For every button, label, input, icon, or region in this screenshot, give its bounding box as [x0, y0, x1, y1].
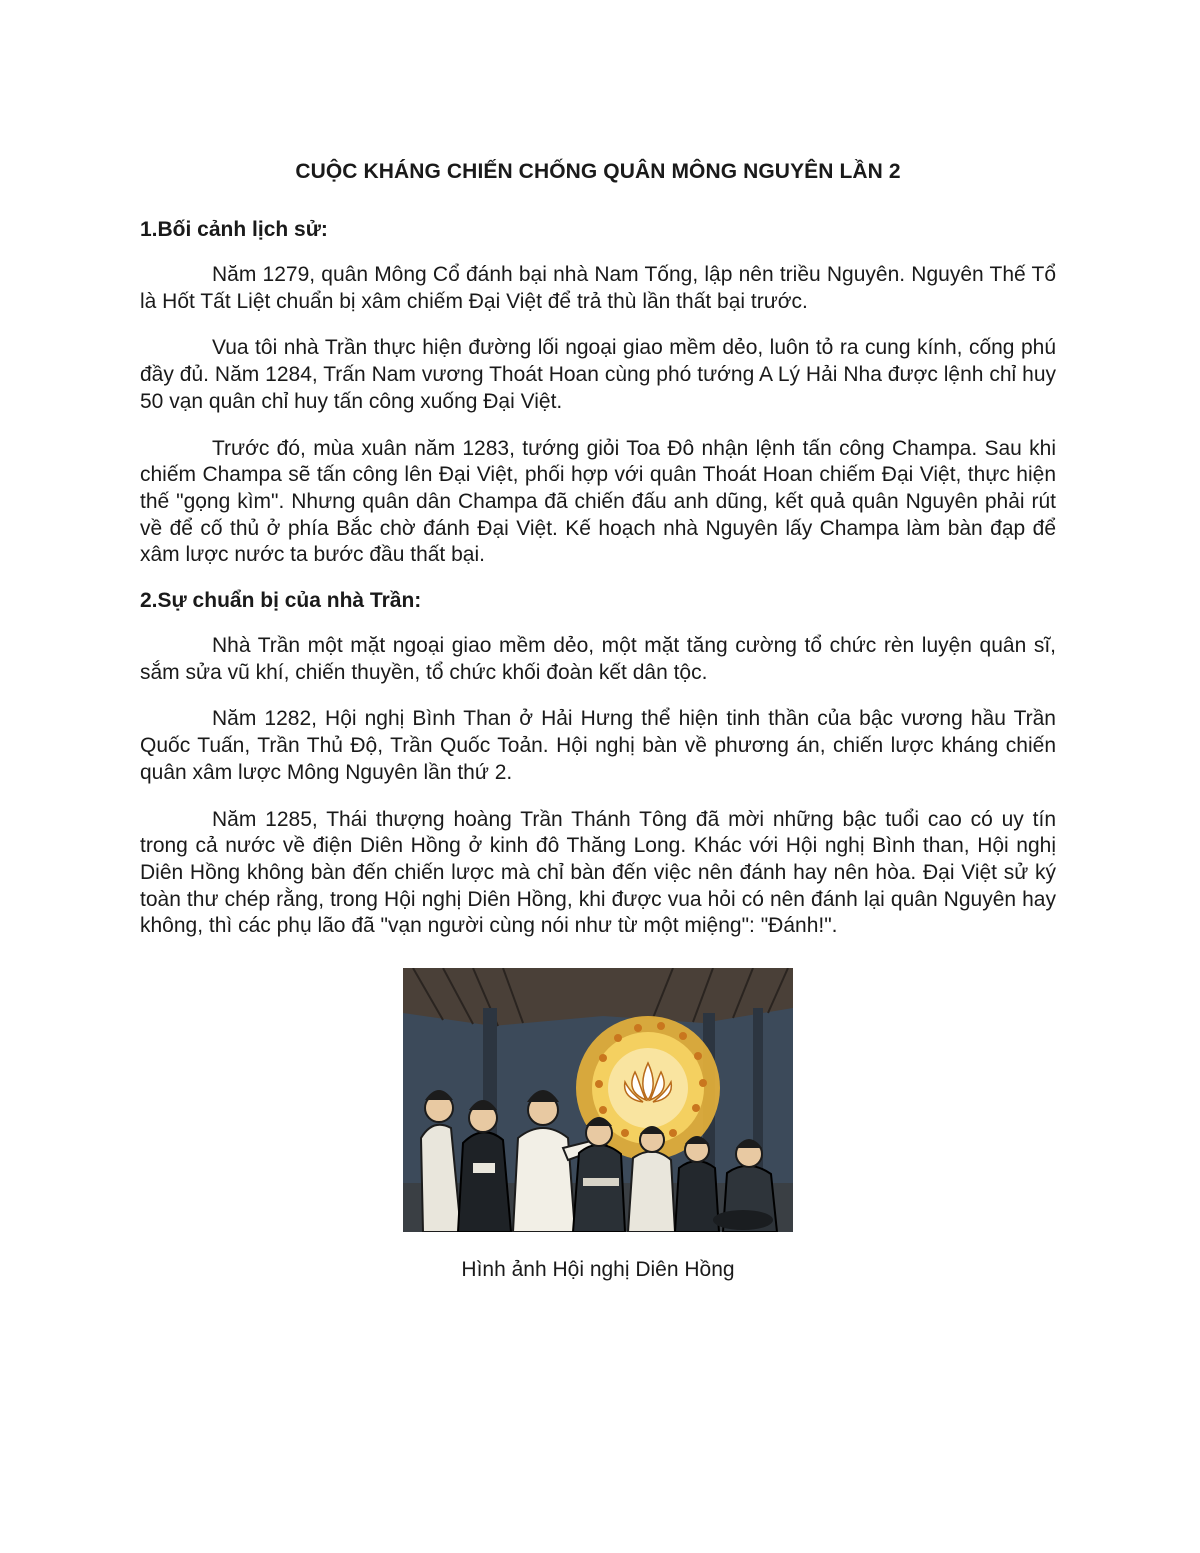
paragraph: Năm 1279, quân Mông Cổ đánh bại nhà Nam Tống, lập nên triều Nguyên. Nguyên Thế Tổ là Hốt Tất Liệt chuẩn bị xâm chiếm Đại Việt để trả thù lần thất bại trước. — [140, 263, 1056, 313]
document-page — [140, 160, 1056, 1282]
section-heading-context: 1.Bối cảnh lịch sử: — [140, 218, 328, 241]
paragraph: Năm 1282, Hội nghị Bình Than ở Hải Hưng thể hiện tinh thần của bậc vương hầu Trần Quốc Tuấn, Trần Thủ Độ, Trần Quốc Toản. Hội nghị bàn về phương án, chiến lược kháng chiến quân xâm lược Mông Nguyên lần thứ 2. — [140, 707, 1056, 784]
dien-hong-conference-illustration — [403, 968, 793, 1232]
figure-caption: Hình ảnh Hội nghị Diên Hồng — [461, 1258, 735, 1282]
document-title: CUỘC KHÁNG CHIẾN CHỐNG QUÂN MÔNG NGUYÊN LẦN 2 — [295, 160, 901, 183]
paragraph: Vua tôi nhà Trần thực hiện đường lối ngoại giao mềm dẻo, luôn tỏ ra cung kính, cống phú đầy đủ. Năm 1284, Trấn Nam vương Thoát Hoan cùng phó tướng A Lý Hải Nha được lệnh chỉ huy 50 vạn quân chỉ huy tấn công xuống Đại Việt. — [140, 336, 1056, 413]
paragraph: Trước đó, mùa xuân năm 1283, tướng giỏi Toa Đô nhận lệnh tấn công Champa. Sau khi chiếm Champa sẽ tấn công lên Đại Việt, phối hợp với quân Thoát Hoan chiếm Đại Việt, thực hiện thế "gọng kìm". Nhưng quân dân Champa đã chiến đấu anh dũng, kết quả quân Nguyên phải rút về để cố thủ ở phía Bắc chờ đánh Đại Việt. Kế hoạch nhà Nguyên lấy Champa làm bàn đạp để xâm lược nước ta bước đầu thất bại. — [140, 436, 1056, 567]
figure — [140, 968, 1056, 1282]
section-heading-preparation: 2.Sự chuẩn bị của nhà Trần: — [140, 589, 422, 613]
paragraph: Nhà Trần một mặt ngoại giao mềm dẻo, một mặt tăng cường tổ chức rèn luyện quân sĩ, sắm sửa vũ khí, chiến thuyền, tổ chức khối đoàn kết dân tộc. — [140, 634, 1056, 684]
paragraph: Năm 1285, Thái thượng hoàng Trần Thánh Tông đã mời những bậc tuổi cao có uy tín trong cả nước về điện Diên Hồng ở kinh đô Thăng Long. Khác với Hội nghị Bình than, Hội nghị Diên Hồng không bàn đến chiến lược mà chỉ bàn đến việc nên đánh hay nên hòa. Đại Việt sử ký toàn thư chép rằng, trong Hội nghị Diên Hồng, khi được vua hỏi có nên đánh lại quân Nguyên hay không, thì các phụ lão đã "vạn người cùng nói như từ một miệng": "Đánh!". — [140, 807, 1056, 938]
